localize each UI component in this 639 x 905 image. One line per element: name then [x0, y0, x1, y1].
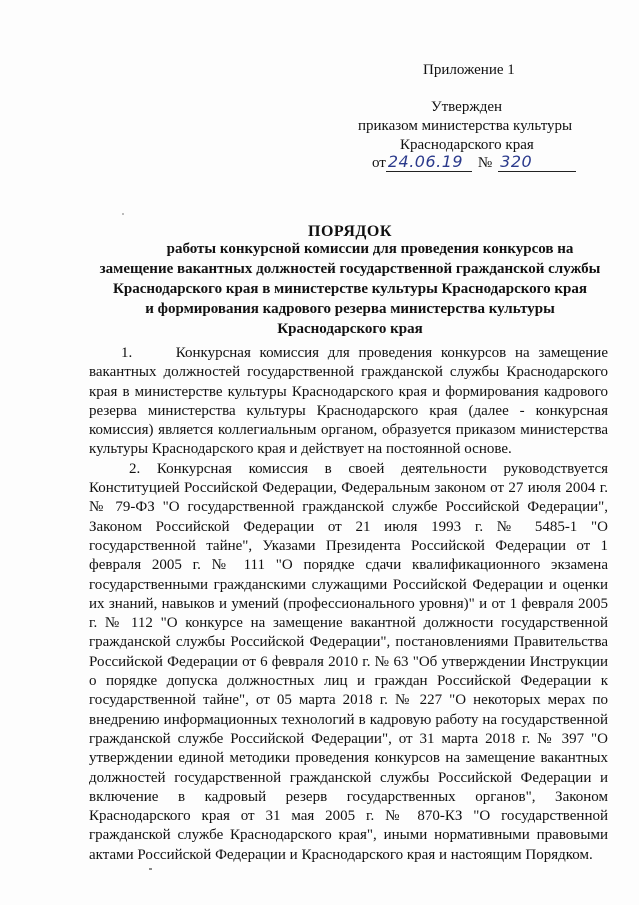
- date-prefix: от: [372, 155, 386, 171]
- paragraph-2: 2. Конкурсная комиссия в своей деятельности руководствуется Конституцией Российской Федерации, Федеральным законом от 27 июля 2004 г. № 79-ФЗ "О государственной гражданской службе Российской Федерации", Законом Российской Федерации от 21 июля 1993 г. № 5485-1 "О государственной тайне", Указами Президента Российской Федерации от 1 февраля 2005 г. № 111 "О порядке сдачи квалификационного экзамена государственными гражданскими служащими Российской Федерации и оценки их знаний, навыков и умений (профессионального уровня)" и от 1 февраля 2005 г. № 112 "О конкурсе на замещение вакантной должности государственной гражданской службы Российской Федерации", постановлениями Правительства Российской Федерации от 6 февраля 2010 г. № 63 "Об утверждении Инструкции о порядке допуска должностных лиц и граждан Российской Федерации к государственной тайне", от 05 марта 2018 г. № 227 "О некоторых мерах по внедрению информационных технологий в кадровую работу на государственной гражданской службе Российской Федерации", от 31 марта 2018 г. № 397 "О утверждении единой методики проведения конкурсов на замещение вакантных должностей государственной гражданской службы Российской Федерации и включение в кадровый резерв государственных органов", Законом Краснодарского края от 31 мая 2005 г. № 870-КЗ "О государственной гражданской службе Краснодарского края", иными нормативными правовыми актами Российской Федерации и Краснодарского края и настоящим Порядком.: [89, 460, 608, 863]
- approved-label: Утвержден: [431, 99, 503, 115]
- scan-speck: [149, 868, 152, 870]
- approval-date-row: [372, 152, 576, 172]
- subtitle-line: работы конкурсной комиссии для проведения конкурсов на: [166, 241, 574, 257]
- scan-speck: [122, 213, 124, 215]
- subtitle-line: Краснодарского края: [277, 321, 423, 337]
- annex-label: Приложение 1: [423, 62, 515, 78]
- document-subtitle: [80, 239, 620, 339]
- paragraph-1: 1. Конкурсная комиссия для проведения конкурсов на замещение вакантных должностей государственной гражданской службы Краснодарского края в министерстве культуры Краснодарского края и формирования кадрового резерва министерства культуры Краснодарского края (далее - конкурсная комиссия) является коллегиальным органом, образуется приказом министерства культуры Краснодарского края и действует на постоянной основе.: [89, 345, 608, 458]
- order-of-label: приказом министерства культуры: [358, 118, 573, 134]
- document-body: [89, 344, 608, 865]
- approval-region-label: Краснодарского края: [400, 137, 534, 153]
- number-label: №: [477, 155, 493, 171]
- subtitle-line: Краснодарского края в министерстве культуры Краснодарского края: [113, 281, 587, 297]
- handwritten-number: 320: [498, 152, 576, 172]
- subtitle-line: замещение вакантных должностей государственной гражданской службы: [99, 261, 601, 277]
- document-title: ПОРЯДОК: [308, 223, 392, 240]
- subtitle-line: и формирования кадрового резерва министерства культуры: [145, 301, 555, 317]
- handwritten-date: 24.06.19: [386, 152, 472, 172]
